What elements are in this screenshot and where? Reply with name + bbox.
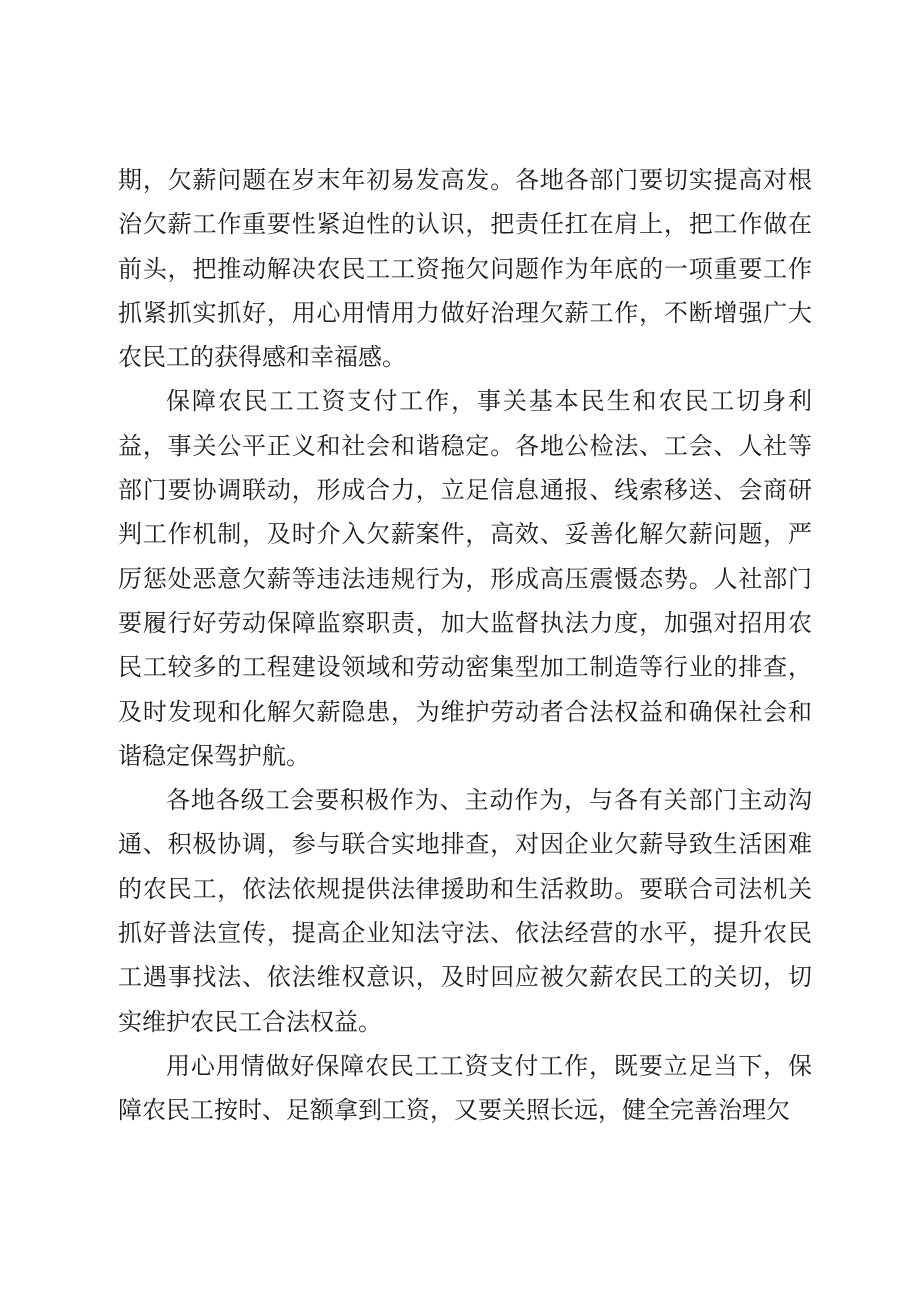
paragraph-wage-payment: 保障农民工工资支付工作，事关基本民生和农民工切身利益，事关公平正义和社会和谐稳定。各地公检法、工会、人社等部门要协调联动，形成合力，立足信息通报、线索移送、会商研判工作机制，及时介入欠薪案件，高效、妥善化解欠薪问题，严厉惩处恶意欠薪等违法违规行为，形成高压震慑态势。人社部门要履行好劳动保障监察职责，加大监督执法力度，加强对招用农民工较多的工程建设领域和劳动密集型加工制造等行业的排查，及时发现和化解欠薪隐患，为维护劳动者合法权益和确保社会和谐稳定保驾护航。 xyxy=(118,387,812,770)
paragraph-continuation: 期，欠薪问题在岁末年初易发高发。各地各部门要切实提高对根治欠薪工作重要性紧迫性的认识，把责任扛在肩上，把工作做在前头，把推动解决农民工工资拖欠问题作为年底的一项重要工作抓紧抓实抓好，用心用情用力做好治理欠薪工作，不断增强广大农民工的获得感和幸福感。 xyxy=(118,166,812,372)
paragraph-long-term: 用心用情做好保障农民工工资支付工作，既要立足当下，保障农民工按时、足额拿到工资，又要关照长远，健全完善治理欠 xyxy=(118,1051,812,1125)
document-body xyxy=(118,158,812,1133)
paragraph-trade-unions: 各地各级工会要积极作为、主动作为，与各有关部门主动沟通、积极协调，参与联合实地排查，对因企业欠薪导致生活困难的农民工，依法依规提供法律援助和生活救助。要联合司法机关抓好普法宣传，提高企业知法守法、依法经营的水平，提升农民工遇事找法、依法维权意识，及时回应被欠薪农民工的关切，切实维护农民工合法权益。 xyxy=(118,786,812,1036)
